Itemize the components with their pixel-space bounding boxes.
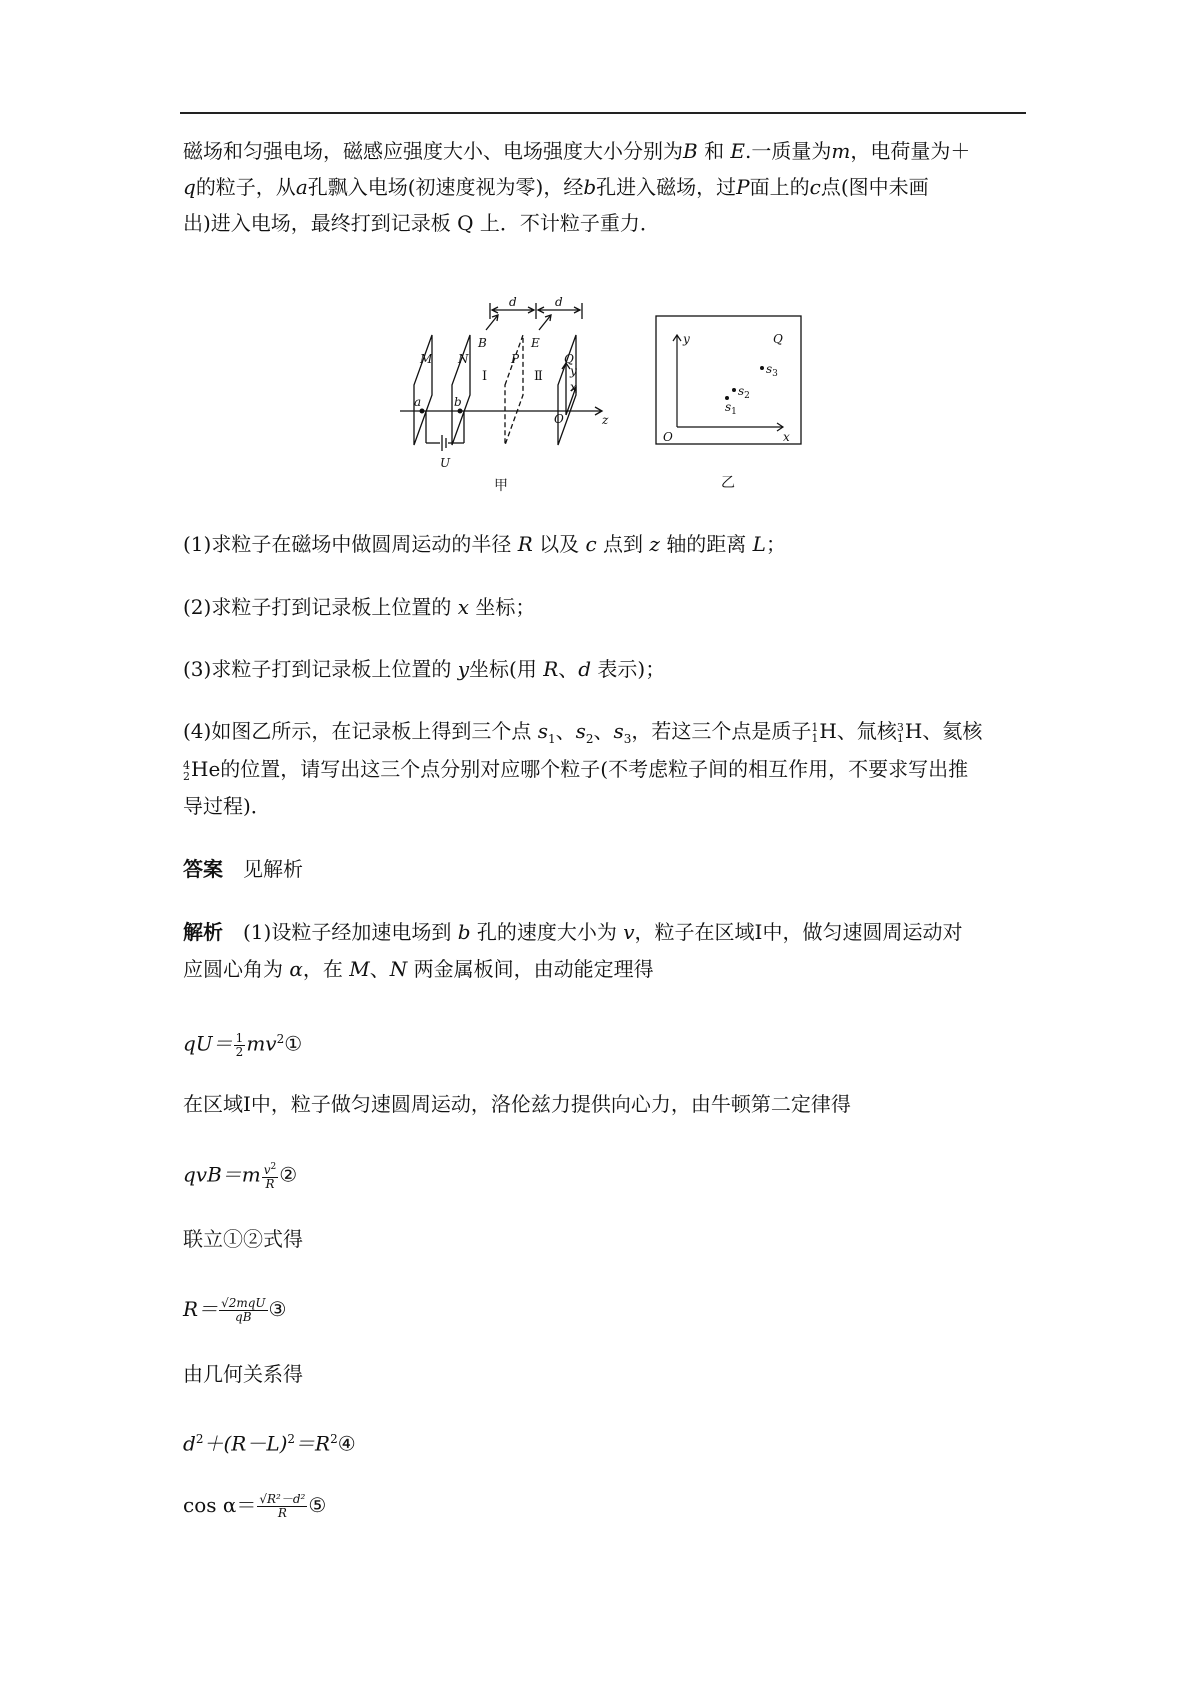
equation-5: cos α＝ $\frac{\text{√R²－d²}}{R}$ ⑤ bbox=[183, 1492, 327, 1520]
point-s2 bbox=[732, 388, 736, 392]
label-s1: $s_1$ bbox=[725, 400, 737, 417]
label-E: E bbox=[531, 336, 540, 350]
label-Q-yi: Q bbox=[773, 332, 783, 346]
label-B: B bbox=[478, 336, 487, 350]
header-rule bbox=[180, 112, 1026, 114]
point-s3 bbox=[760, 366, 764, 370]
nuclide-tritium: 3 1 bbox=[896, 720, 904, 745]
label-Q: Q bbox=[564, 352, 574, 366]
label-region-II: Ⅱ bbox=[534, 369, 543, 384]
label-z: z bbox=[602, 413, 609, 427]
question-3: (3)求粒子打到记录板上位置的 y坐标(用 R、d 表示)； bbox=[183, 657, 666, 681]
solution-label: 解析 bbox=[183, 920, 223, 944]
label-x: x bbox=[570, 380, 577, 394]
nuclide-proton: 1 1 bbox=[811, 720, 819, 745]
label-O: O bbox=[554, 412, 564, 426]
question-1: (1)求粒子在磁场中做圆周运动的半径 R 以及 c 点到 z 轴的距离 L； bbox=[183, 532, 786, 556]
caption-jia: 甲 bbox=[494, 478, 508, 494]
label-s3: $s_3$ bbox=[766, 362, 778, 379]
solution-text-3: 联立①②式得 bbox=[183, 1227, 303, 1251]
solution-line-2: 应圆心角为 α，在 M、N 两金属板间，由动能定理得 bbox=[183, 957, 654, 981]
question-4-line-3: 导过程)． bbox=[183, 794, 271, 818]
answer-label: 答案 bbox=[183, 857, 223, 881]
figure-yi bbox=[655, 315, 805, 495]
label-M: M bbox=[420, 352, 433, 366]
intro-line-3: 出)进入电场，最终打到记录板 Q 上．不计粒子重力． bbox=[183, 211, 660, 235]
label-s2: $s_2$ bbox=[738, 384, 750, 401]
caption-yi: 乙 bbox=[721, 475, 735, 491]
equation-2: qvB＝m $\frac{v^2}{R}$ ② bbox=[183, 1162, 298, 1191]
equation-4: $d^2+(R-L)^2=R^2④$ bbox=[183, 1431, 356, 1456]
solution-text-4: 由几何关系得 bbox=[183, 1362, 303, 1386]
label-a: a bbox=[414, 395, 422, 409]
label-b: b bbox=[454, 395, 462, 409]
label-N: N bbox=[458, 352, 469, 366]
label-U: U bbox=[440, 456, 451, 470]
equation-1: qU＝ $\frac{1}{2}$ $mv^2①$ bbox=[183, 1030, 303, 1059]
label-y-yi: y bbox=[683, 332, 690, 346]
solution-line-1: 解析 (1)设粒子经加速电场到 b 孔的速度大小为 v，粒子在区域Ⅰ中，做匀速圆周运动对 bbox=[183, 920, 963, 944]
answer-text: 见解析 bbox=[243, 857, 303, 881]
figure-jia bbox=[400, 285, 630, 495]
nuclide-helium: 4 2 bbox=[183, 758, 190, 783]
label-d2: d bbox=[555, 295, 563, 309]
label-y: y bbox=[570, 364, 577, 378]
answer bbox=[183, 856, 303, 882]
intro-line-2: q的粒子，从a孔飘入电场(初速度视为零)，经b孔进入磁场，过P面上的c点(图中未画 bbox=[183, 175, 929, 199]
label-region-I: Ⅰ bbox=[482, 369, 488, 384]
label-P: P bbox=[511, 352, 520, 366]
intro-line-1: 磁场和匀强电场，磁感应强度大小、电场强度大小分别为B 和 E.一质量为m，电荷量为＋ bbox=[183, 139, 971, 163]
label-O-yi: O bbox=[663, 430, 673, 444]
solution-text-2: 在区域Ⅰ中，粒子做匀速圆周运动，洛伦兹力提供向心力，由牛顿第二定律得 bbox=[183, 1092, 851, 1116]
question-4-line-2: 4 2He的位置，请写出这三个点分别对应哪个粒子(不考虑粒子间的相互作用，不要求写出推 bbox=[183, 757, 969, 783]
question-2: (2)求粒子打到记录板上位置的 x 坐标； bbox=[183, 595, 536, 619]
label-x-yi: x bbox=[783, 430, 790, 444]
equation-3: R＝ $\frac{\text{√2mqU}}{qB}$ ③ bbox=[183, 1296, 287, 1324]
label-d1: d bbox=[509, 295, 517, 309]
question-4-line-1: (4)如图乙所示，在记录板上得到三个点 $s_1$、$s_2$、$s_3$，若这三个点是质子1 1H、氚核3 1H、氦核 bbox=[183, 719, 983, 746]
